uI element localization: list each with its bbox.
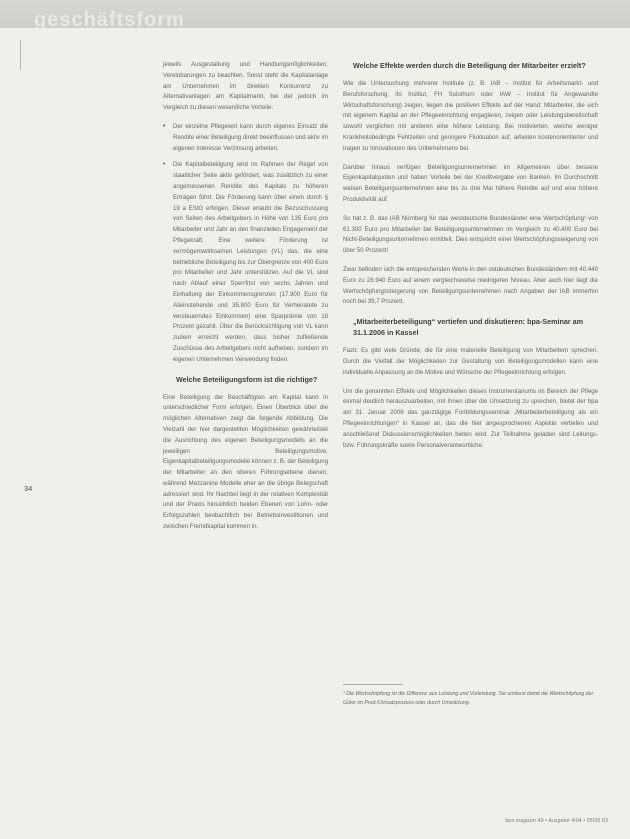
footer-citation: bpa magazin 49 • Ausgabe 4/04 • 55/05 03 bbox=[505, 818, 608, 824]
paragraph: Um die genannten Effekte und Möglichkeiten dieses Instrumentariums im Bereich der Pflege einmal deutlich herauszuarbeiten, mit Ihnen über die Umsetzung zu sprechen, bietet der bpa am 31. Januar 2006 das ganztägige Fortbildungsseminar „Mitarbeiterbeteiligung als ein Pflegeeinrichtungen“ in Kassel an, das die hier angesprochenen Aspekte vertiefen und anschließend Diskussionsmöglichkeiten bieten wird. Zur Teilnahme geladen sind Leitungs- bzw. Führungskräfte sowie Personalverantwortliche. bbox=[343, 387, 598, 449]
right-column bbox=[343, 60, 598, 459]
list-item: • Der einzelne Pflegewirt kann durch eigenes Einsatz die Rendite einer Beteiligung direkt beeinflussen und aktiv im eigenen Interesse Verzinsung arbeiten. bbox=[163, 122, 328, 154]
paragraph-beteiligungsform: Eine Beteiligung der Beschäftigten am Kapital kann in unterschiedlicher Form erfolgen. Einen Überblick über die möglichen Alternativen zeigt die folgende Abbildung. Die Vielzahl der hier dargestellten Möglichkeiten gewährleistet die Ausrichtung des eigenen Beteiligungsmodells an die jeweiligen Beteiligungsmotive. Eigenkapitalbeteiligungsmodelle können z. B. der Beteiligung der Mitarbeiter an den oberen Führungsebene dienen, während Mezzanine Modelle eher an die übrige Belegschaft adressiert sind. Ihr Nachteil liegt in der relativen Komplexität und der Praxis hinsichtlich beiden Ebenen von Lohn- oder Erfolgszahlen beobachtlich bei Betriebsinvestitionen und zwischen Fremdkapital kommen in. bbox=[163, 393, 328, 531]
section-title: geschäftsform bbox=[34, 9, 185, 31]
paragraph: Zwar befinden sich die entsprechenden Werte in den ostdeutschen Bundesländern mit 40.440 Euro zu 28.940 Euro auf einem vergleichsweise niedrigeren Niveau. Aber auch hier liegt die Wertschöpfungssteigerung von Beteiligungsunternehmen nach Angaben der IAB immerhin noch bei 39,7 Prozent. bbox=[343, 265, 598, 306]
advantages-list bbox=[163, 122, 328, 366]
list-item: • Die Kapitalbeteiligung wird im Rahmen der Regel von staatlicher Seite aktiv gefördert, was zusätzlich zu einer angemessenen Rendite des Kapitals zu höheren Erträgen führt. Die Förderung kann über einen durch § 19 a EStG erfolgen. Dieser erlaubt die Bezuschussung von Seiten des Arbeitgebers in Höhe von 135 Euro pro Mitarbeiter und Jahr an den finanziellen Engagement der Pflegekraft. Eine weitere Förderung ist vermögenswirksamen Leistungen (VL) das, die eine betriebliche Beteiligung bis zur Obergrenze von 400 Euro pro Mitarbeiter und Jahr unterstützen. Auf die VL sind nach Ablauf einer Sperrfrist von sechs Jahren und Einhaltung der Einkommensgrenzen (17.900 Euro für Alleinstehende und 35.800 Euro für Verheiratete zu versteuerndes Einkommen) eine Sparprämie von 18 Prozent gezahlt. Über die Berücksichtigung von VL kann zudem erreicht werden, dass bisher zufließende Zuschüsse des Arbeitgebers nicht aufheben, sondern im eigenen Unternehmen Verwendung finden. bbox=[163, 160, 328, 365]
paragraph: Fazit: Es gibt viele Gründe, die für eine materielle Beteiligung von Mitarbeitern sprechen. Durch die Vielfalt der Möglichkeiten zur Gestaltung von Beteiligungsmodellen kann eine individuelle Anpassung an die Motive und Wünsche der Pflegeeinrichtung erfolgen. bbox=[343, 347, 598, 376]
paragraph: So hat z. B. das IAB Nürnberg für das westdeutsche Bundesländer eine Wertschöpfung¹ von 61.300 Euro pro Mitarbeiter bei Beteiligungsunternehmen im Vergleich zu 40.400 Euro bei Nicht-Beteiligungsunternehmen ermittelt. Dies entspricht einer Wertschöpfungssteigerung von über 50 Prozent! bbox=[343, 214, 598, 255]
section-header-bar bbox=[0, 0, 630, 31]
paragraph: Darüber hinaus verfügen Beteiligungsunternehmen im Allgemeinen über bessere Eigenkapitalquoten und haben Vorteile bei der Kreditvergabe von Banken. Im Durchschnitt weisen Beteiligungsunternehmen eine bis zu drei Mal höhere Rendite auf und eine höhere Produktivität auf. bbox=[343, 163, 598, 203]
heading-beteiligungsform: Welche Beteiligungsform ist die richtige? bbox=[176, 374, 318, 384]
footnote: ¹ Die Wertschöpfung ist die Differenz aus Leistung und Vorleistung. Sie umfasst damit die Wertschöpfung der Güter im Prod./Umsatzprozess oder durch Umwälzung. bbox=[343, 691, 594, 706]
heading-effekte: Welche Effekte werden durch die Beteiligung der Mitarbeiter erzielt? bbox=[353, 61, 586, 70]
page-number: 34 bbox=[24, 484, 33, 493]
left-column bbox=[163, 60, 328, 541]
footnote-divider bbox=[343, 684, 403, 685]
heading-seminar: „Mitarbeiterbeteiligung“ vertiefen und diskutieren: bpa-Seminar am 31.1.2006 in Kassel bbox=[353, 317, 584, 338]
margin-rule bbox=[20, 40, 21, 70]
paragraph: Wie die Untersuchung mehrerer Institute (z. B. IAB – Institut für Arbeitsmarkt- und Berufsforschung, ifo Institut, FH Solothurn oder IAW – Institut für Angewandte Wirtschaftsforschung) zeigen, liegen die positiven Effekte auf der Hand: Mitarbeiter, die sich mit eigenem Kapital an der Pflegeeinrichtung engagieren, zeigen oder Leistungsbereitschaft sowohl verglichen mit anderen eine höhere Leistung. Bei motivierten, welche weniger Krankheitsbedingte Fehlzeiten und geringere Fluktuation auf, arbeiten kostenorientierter und tragen zu Innovationen des Unternehmens bei. bbox=[343, 80, 598, 152]
intro-paragraph: jeweils Ausgestaltung und Handlungsmöglichkeiten, Vereinbarungen zu beachten. Sonst steht die Kapitalanlage am Unternehmen im direkten Konkurrenz zu Alternativanlagen am Kapitalmarkt, bei der jedoch im Vergleich zu diesen wesentliche Vorteile: bbox=[163, 61, 328, 112]
